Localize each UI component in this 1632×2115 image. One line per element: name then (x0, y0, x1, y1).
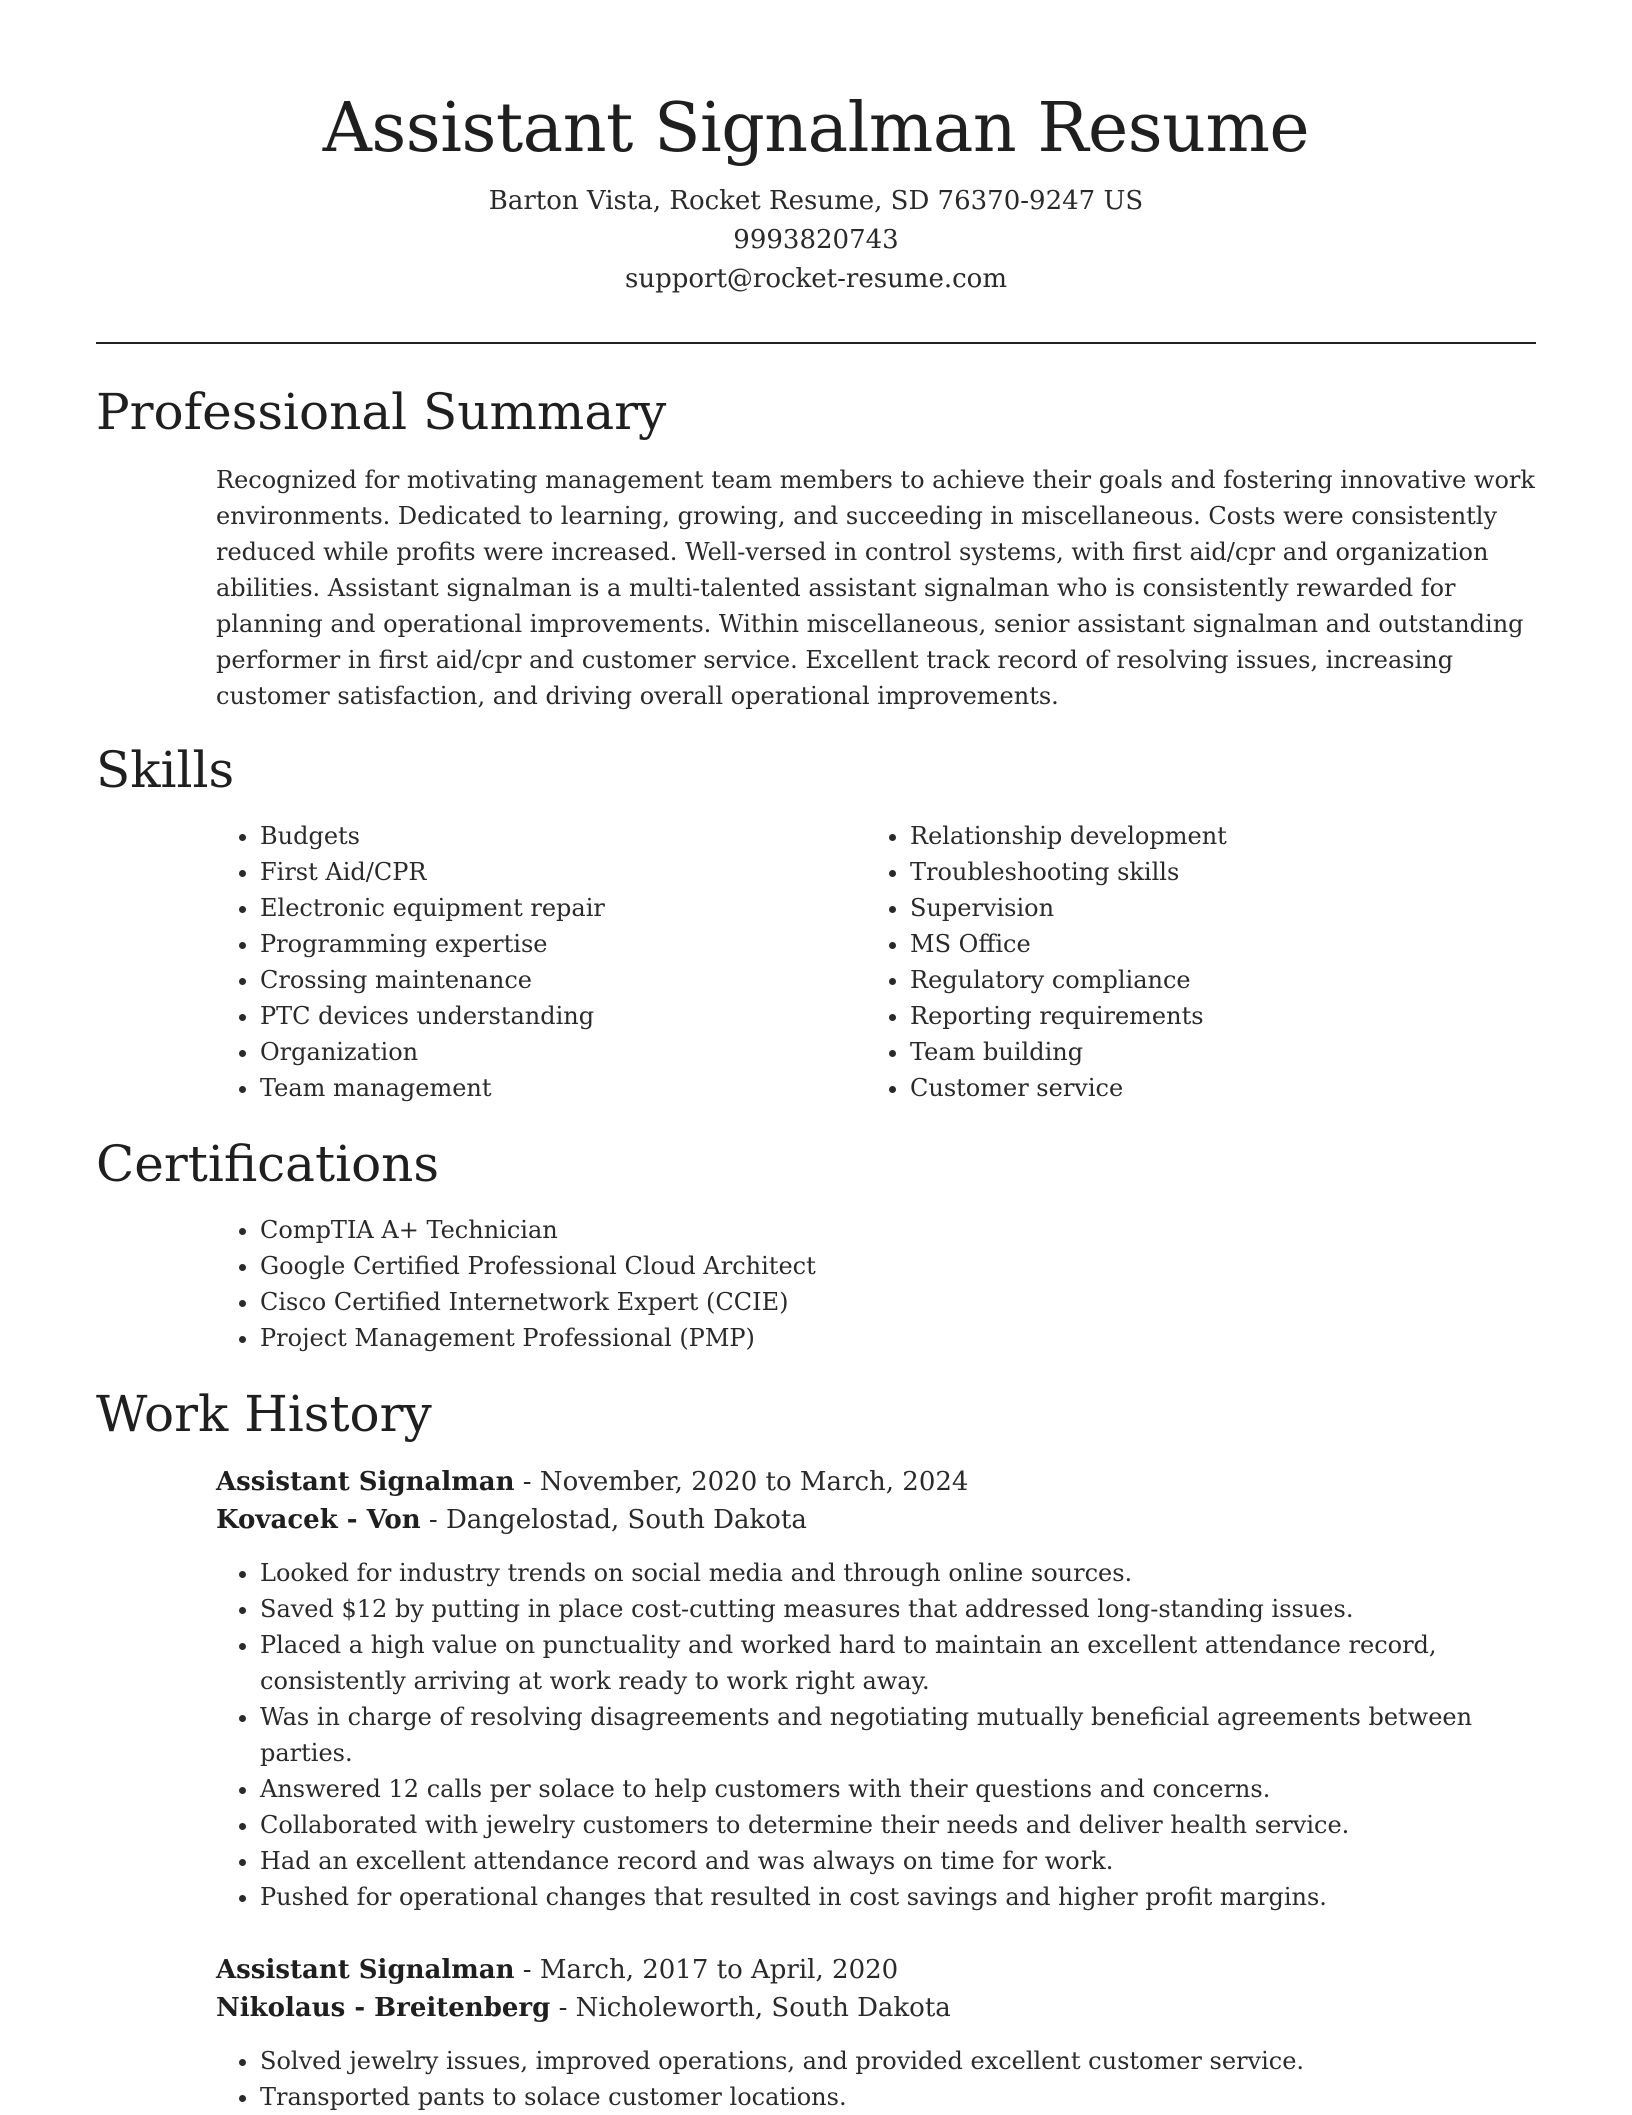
skills-list-left (216, 818, 856, 1106)
certification-item: • Project Management Professional (PMP) (260, 1320, 1536, 1356)
skill-item: • Programming expertise (260, 926, 856, 962)
job-bullet: • Pushed for operational changes that resulted in cost savings and higher profit margins. (260, 1879, 1536, 1915)
contact-block (0, 182, 1632, 299)
certification-item: • CompTIA A+ Technician (260, 1212, 1536, 1248)
skill-item: • Regulatory compliance (910, 962, 1506, 998)
certifications-list (216, 1212, 1536, 1356)
certification-item: • Cisco Certified Internetwork Expert (CCIE) (260, 1284, 1536, 1320)
contact-email: support@rocket-resume.com (624, 264, 1007, 294)
job-bullets (216, 2043, 1536, 2115)
job-bullet: • Saved $12 by putting in place cost-cutting measures that addressed long-standing issues. (260, 1591, 1536, 1627)
skill-item: • Troubleshooting skills (910, 854, 1506, 890)
job-bullet: • Collaborated with jewelry customers to determine their needs and deliver health service. (260, 1807, 1536, 1843)
job-title: Assistant Signalman (216, 1467, 515, 1497)
skill-item: • Electronic equipment repair (260, 890, 856, 926)
skill-item: • First Aid/CPR (260, 854, 856, 890)
job-bullet: • Solved jewelry issues, improved operations, and provided excellent customer service. (260, 2043, 1536, 2079)
section-title-certifications: Certifications (96, 1135, 440, 1193)
job-company-line (216, 1501, 1536, 1539)
job-company: Kovacek - Von (216, 1505, 421, 1535)
contact-phone: 9993820743 (733, 225, 899, 255)
job-bullets (216, 1555, 1536, 1915)
job-title: Assistant Signalman (216, 1955, 515, 1985)
resume-header (0, 0, 1632, 299)
job-dates: - November, 2020 to March, 2024 (514, 1467, 969, 1497)
skill-item: • Organization (260, 1034, 856, 1070)
skill-item: • Customer service (910, 1070, 1506, 1106)
skill-item: • Supervision (910, 890, 1506, 926)
section-title-work-history: Work History (96, 1385, 432, 1443)
job-company-line (216, 1989, 1536, 2027)
skill-item: • Crossing maintenance (260, 962, 856, 998)
skill-item: • Budgets (260, 818, 856, 854)
job-title-line (216, 1951, 1536, 1989)
job-bullet: • Looked for industry trends on social media and through online sources. (260, 1555, 1536, 1591)
skill-item: • Team building (910, 1034, 1506, 1070)
contact-address: Barton Vista, Rocket Resume, SD 76370-9247 US (488, 186, 1144, 216)
skills-column-left (216, 818, 856, 1106)
job-bullet: • Transported pants to solace customer locations. (260, 2079, 1536, 2115)
job-company: Nikolaus - Breitenberg (216, 1993, 551, 2023)
page-title: Assistant Signalman Resume (322, 89, 1310, 168)
job-location: - Nicholeworth, South Dakota (550, 1993, 951, 2023)
job-location: - Dangelostad, South Dakota (420, 1505, 807, 1535)
skills-column-right (866, 818, 1506, 1106)
certifications-block (216, 1212, 1536, 1356)
skill-item: • Reporting requirements (910, 998, 1506, 1034)
job-bullet: • Placed a high value on punctuality and worked hard to maintain an excellent attendance record, consistently arriving at work ready to work right away. (260, 1627, 1536, 1699)
job-entry (216, 1463, 1536, 1915)
skill-item: • Relationship development (910, 818, 1506, 854)
section-title-summary: Professional Summary (96, 383, 667, 441)
job-bullet: • Had an excellent attendance record and was always on time for work. (260, 1843, 1536, 1879)
job-title-line (216, 1463, 1536, 1501)
certification-item: • Google Certified Professional Cloud Architect (260, 1248, 1536, 1284)
summary-paragraph: Recognized for motivating management team members to achieve their goals and fostering innovative work environments. Dedicated to learning, growing, and succeeding in miscellaneous. Costs were consistently reduced while profits were increased. Well-versed in control systems, with first aid/cpr and organization abilities. Assistant signalman is a multi-talented assistant signalman who is consistently rewarded for planning and operational improvements. Within miscellaneous, senior assistant signalman and outstanding performer in first aid/cpr and customer service. Excellent track record of resolving issues, increasing customer satisfaction, and driving overall operational improvements. (216, 466, 1535, 710)
skill-item: • Team management (260, 1070, 856, 1106)
skill-item: • PTC devices understanding (260, 998, 856, 1034)
skills-list-right (866, 818, 1506, 1106)
skill-item: • MS Office (910, 926, 1506, 962)
job-bullet: • Answered 12 calls per solace to help customers with their questions and concerns. (260, 1771, 1536, 1807)
job-bullet: • Was in charge of resolving disagreements and negotiating mutually beneficial agreements between parties. (260, 1699, 1536, 1771)
section-title-skills: Skills (96, 741, 235, 799)
header-divider (96, 342, 1536, 344)
job-entry (216, 1951, 1536, 2115)
job-dates: - March, 2017 to April, 2020 (514, 1955, 899, 1985)
